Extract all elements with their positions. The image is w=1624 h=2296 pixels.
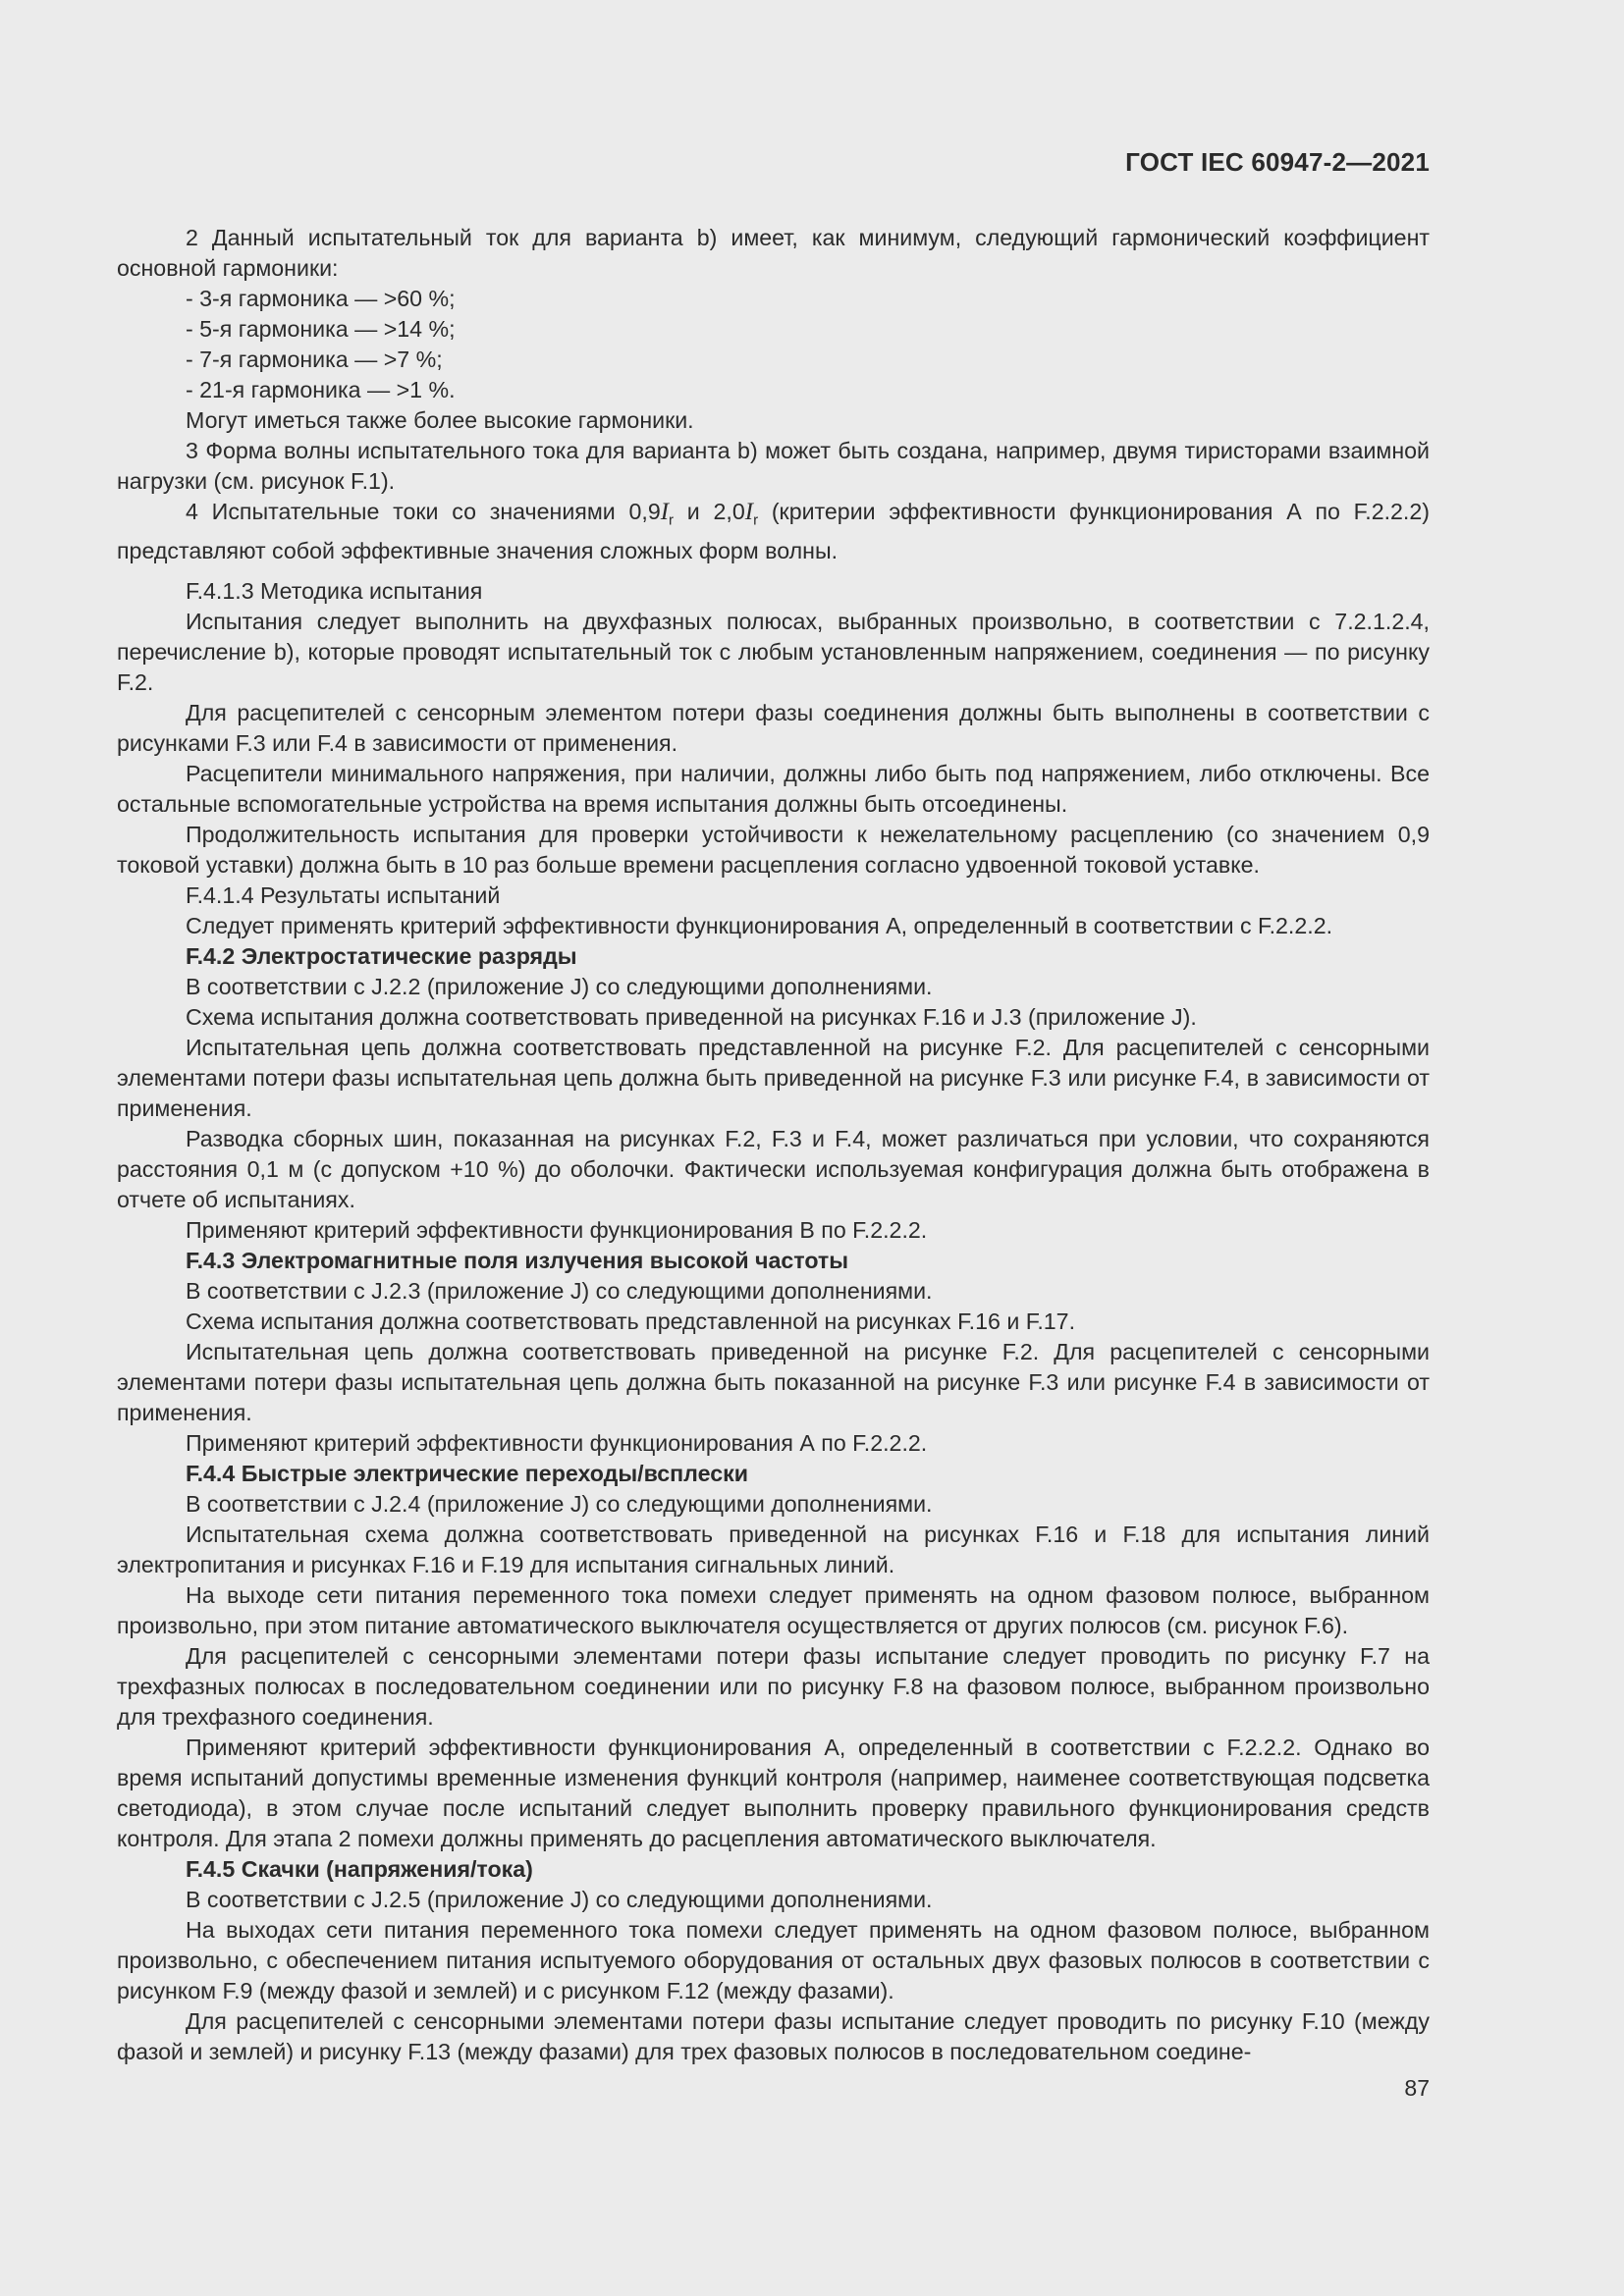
paragraph: Продолжительность испытания для проверки устойчивости к нежелательному расцеплению (со значением 0,9 токовой уставки) должна быть в 10 раз больше времени расцепления согласно удвоенной токовой уставке.: [117, 821, 1430, 878]
section-heading-f4-1-3: F.4.1.3 Методика испытания: [186, 577, 483, 604]
paragraph: Для расцепителей с сенсорными элементами потери фазы испытание следует проводить по рисунку F.7 на трехфазных полюсах в последовательном соединении или по рисунку F.8 на фазовом полюсе, выбранном произвольно для трехфазного соединения.: [117, 1642, 1430, 1730]
harmonic-21: - 21-я гармоника — >1 %.: [186, 377, 456, 402]
paragraph: Применяют критерий эффективности функционирования А по F.2.2.2.: [186, 1429, 928, 1456]
harmonic-7: - 7-я гармоника — >7 %;: [186, 347, 443, 372]
paragraph: Испытательная схема должна соответствовать приведенной на рисунках F.16 и F.18 для испытания линий электропитания и рисунках F.16 и F.19 для испытания сигнальных линий.: [117, 1521, 1430, 1577]
paragraph: Расцепители минимального напряжения, при наличии, должны либо быть под напряжением, либо отключены. Все остальные вспомогательные устройства на время испытания должны быть отсоединены.: [117, 760, 1430, 817]
standard-header: ГОСТ IEC 60947-2—2021: [1125, 147, 1430, 177]
paragraph: Применяют критерий эффективности функционирования А, определенный в соответствии с F.2.2.2. Однако во время испытаний допустимы временные изменения функций контроля (например, наименее соответствующая подсветка светодиода), в этом случае после испытаний следует выполнить проверку правильного функционирования средств контроля. Для этапа 2 помехи должны применять до расцепления автоматического выключателя.: [117, 1734, 1430, 1851]
note-4-part-a: 4 Испытательные токи со значениями 0,9: [186, 499, 661, 524]
paragraph: Для расцепителей с сенсорным элементом потери фазы соединения должны быть выполнены в соответствии с рисунками F.3 или F.4 в зависимости от применения.: [117, 699, 1430, 756]
paragraph: Схема испытания должна соответствовать приведенной на рисунках F.16 и J.3 (приложение J).: [186, 1003, 1197, 1030]
section-heading-f4-3: F.4.3 Электромагнитные поля излучения высокой частоты: [186, 1247, 849, 1273]
paragraph: Разводка сборных шин, показанная на рисунках F.2, F.3 и F.4, может различаться при условии, что сохраняются расстояния 0,1 м (с допуском +10 %) до оболочки. Фактически используемая конфигурация должна быть отображена в отчете об испытаниях.: [117, 1125, 1430, 1212]
section-heading-f4-5: F.4.5 Скачки (напряжения/тока): [186, 1855, 533, 1882]
note-2: 2 Данный испытательный ток для варианта b) имеет, как минимум, следующий гармонический коэффициент основной гармоники:: [117, 225, 1430, 281]
paragraph: Следует применять критерий эффективности функционирования А, определенный в соответствии с F.2.2.2.: [186, 912, 1333, 938]
paragraph: В соответствии с J.2.4 (приложение J) со следующими дополнениями.: [186, 1490, 933, 1517]
section-heading-f4-2: F.4.2 Электростатические разряды: [186, 942, 577, 969]
harmonic-5: - 5-я гармоника — >14 %;: [186, 316, 456, 342]
paragraph: Испытательная цепь должна соответствовать представленной на рисунке F.2. Для расцепителей с сенсорными элементами потери фазы испытательная цепь должна быть приведенной на рисунке F.3 или рисунке F.4, в зависимости от применения.: [117, 1034, 1430, 1121]
section-heading-f4-1-4: F.4.1.4 Результаты испытаний: [186, 881, 501, 908]
note-3: 3 Форма волны испытательного тока для варианта b) может быть создана, например, двумя тиристорами взаимной нагрузки (см. рисунок F.1).: [117, 438, 1430, 494]
paragraph: На выходах сети питания переменного тока помехи следует применять на одном фазовом полюсе, выбранном произвольно, с обеспечением питания испытуемого оборудования от остальных двух фазовых полюсов в соответствии с рисунком F.9 (между фазой и землей) и с рисунком F.12 (между фазами).: [117, 1916, 1430, 2003]
paragraph: Испытательная цепь должна соответствовать приведенной на рисунке F.2. Для расцепителей с сенсорными элементами потери фазы испытательная цепь должна быть показанной на рисунке F.3 или рисунке F.4 в зависимости от применения.: [117, 1338, 1430, 1425]
section-heading-f4-4: F.4.4 Быстрые электрические переходы/всплески: [186, 1460, 748, 1486]
paragraph: В соответствии с J.2.2 (приложение J) со следующими дополнениями.: [186, 973, 933, 999]
paragraph: На выходе сети питания переменного тока помехи следует применять на одном фазовом полюсе, выбранном произвольно, при этом питание автоматического выключателя осуществляется от других полюсов (см. рисунок F.6).: [117, 1581, 1430, 1638]
current-subscript: r: [669, 511, 675, 529]
page-number: 87: [1404, 2075, 1430, 2101]
paragraph: Схема испытания должна соответствовать представленной на рисунках F.16 и F.17.: [186, 1308, 1076, 1334]
current-symbol: I: [744, 499, 754, 525]
higher-harmonics-note: Могут иметься также более высокие гармоники.: [186, 407, 694, 433]
document-body: [117, 223, 1430, 2067]
note-4: [117, 497, 1430, 566]
paragraph: В соответствии с J.2.5 (приложение J) со следующими дополнениями.: [186, 1886, 933, 1912]
current-subscript: r: [753, 511, 759, 529]
paragraph: Применяют критерий эффективности функционирования В по F.2.2.2.: [186, 1216, 928, 1243]
paragraph: Для расцепителей с сенсорными элементами потери фазы испытание следует проводить по рисунку F.10 (между фазой и землей) и рисунку F.13 (между фазами) для трех фазовых полюсов в последовательном соедине-: [117, 2007, 1430, 2064]
current-symbol: I: [660, 499, 670, 525]
paragraph: В соответствии с J.2.3 (приложение J) со следующими дополнениями.: [186, 1277, 933, 1304]
note-4-part-b: и 2,0: [674, 499, 745, 524]
note-4-part-c: (критерии эффективности функционирования А по F.2.2.2) представляют собой эффективные значения сложных форм волны.: [117, 499, 1430, 563]
paragraph: Испытания следует выполнить на двухфазных полюсах, выбранных произвольно, в соответствии с 7.2.1.2.4, перечисление b), которые проводят испытательный ток с любым установленным напряжением, соединения — по рисунку F.2.: [117, 608, 1430, 695]
harmonic-3: - 3-я гармоника — >60 %;: [186, 286, 456, 311]
